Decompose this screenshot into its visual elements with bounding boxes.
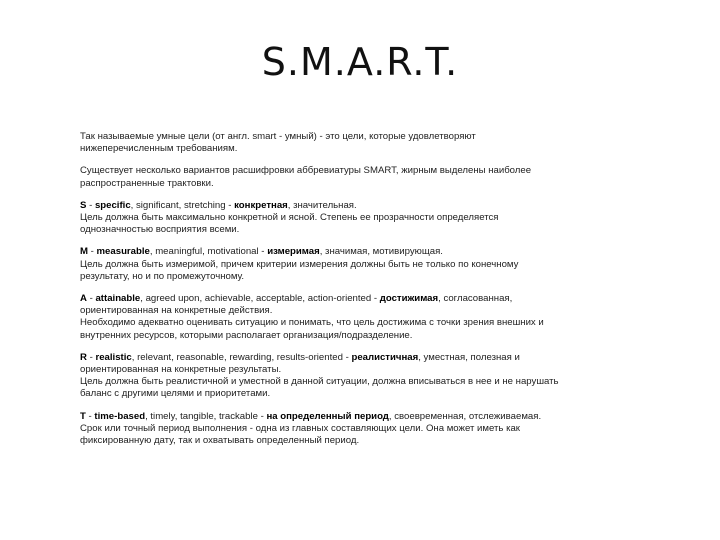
slide-title: S.M.A.R.T.: [261, 40, 459, 84]
m-desc-2: результату, но и по промежуточному.: [80, 270, 245, 282]
a-desc-1: Необходимо адекватно оценивать ситуацию и понимать, что цель достижима с точки зрения внешних и: [80, 317, 544, 329]
r-heading-line-2: ориентированная на конкретные результаты.: [80, 364, 282, 376]
smart-description: [80, 131, 620, 457]
r-desc-2: баланс с другими целями и приоритетами.: [80, 388, 271, 400]
t-desc-2: фиксированную дату, так и охватывать определенный период.: [80, 435, 360, 447]
m-key-ru: измеримая: [267, 246, 320, 258]
r-desc-1: Цель должна быть реалистичной и уместной в данной ситуации, должна вписываться в нее и не нарушать: [80, 376, 559, 388]
t-tail: , своевременная, отслеживаемая.: [388, 410, 542, 422]
t-key-ru: на определенный период: [266, 410, 389, 422]
m-desc-1: Цель должна быть измеримой, причем критерии измерения должны быть не только по конечному: [80, 258, 519, 270]
m-tail: , значимая, мотивирующая.: [319, 246, 443, 258]
a-dash: -: [86, 293, 96, 305]
a-letter: A: [80, 293, 87, 305]
s-desc-1: Цель должна быть максимально конкретной и ясной. Степень ее прозрачности определяется: [80, 212, 499, 224]
a-key-en: attainable: [95, 293, 141, 305]
a-alternatives: , agreed upon, achievable, acceptable, action-oriented -: [140, 293, 380, 305]
r-key-en: realistic: [95, 351, 132, 363]
section-t: [80, 411, 620, 448]
intro-line-2: нижеперечисленным требованиям.: [80, 143, 238, 155]
r-dash: -: [86, 351, 96, 363]
a-heading: [80, 293, 620, 305]
s-letter: S: [80, 199, 87, 211]
s-heading: [80, 200, 620, 212]
s-key-ru: конкретная: [234, 199, 288, 211]
r-tail: , уместная, полезная и: [418, 351, 520, 363]
a-tail: , согласованная,: [438, 293, 513, 305]
a-heading-line-2: ориентированная на конкретные действия.: [80, 305, 273, 317]
section-m: [80, 246, 620, 283]
intro-line-1: Так называемые умные цели (от англ. smart - умный) - это цели, которые удовлетворяют: [80, 131, 476, 142]
r-heading: [80, 352, 620, 364]
intro-paragraph: [80, 131, 620, 155]
s-tail: , значительная.: [287, 199, 357, 211]
t-alternatives: , timely, tangible, trackable -: [145, 410, 267, 422]
s-alternatives: , significant, stretching -: [130, 199, 235, 211]
m-letter: M: [80, 246, 88, 258]
s-desc-2: однозначностью восприятия всеми.: [80, 224, 240, 236]
m-dash: -: [88, 246, 97, 258]
r-alternatives: , relevant, reasonable, rewarding, results-oriented -: [131, 351, 352, 363]
r-key-ru: реалистичная: [351, 351, 419, 363]
s-key-en: specific: [94, 199, 131, 211]
variants-line-2: распространенные трактовки.: [80, 177, 214, 189]
m-key-en: measurable: [96, 246, 150, 258]
a-key-ru: достижимая: [379, 293, 439, 305]
variants-paragraph: [80, 165, 620, 189]
s-dash: -: [86, 199, 95, 211]
t-desc-1: Срок или точный период выполнения - одна из главных составляющих цели. Она может иметь как: [80, 422, 521, 434]
r-letter: R: [80, 351, 87, 363]
t-dash: -: [85, 410, 95, 422]
section-r: [80, 352, 620, 401]
t-key-en: time-based: [94, 410, 146, 422]
t-letter: T: [80, 410, 86, 422]
t-heading: [80, 411, 620, 423]
m-heading: [80, 246, 620, 258]
m-alternatives: , meaningful, motivational -: [149, 246, 268, 258]
variants-line-1: Существует несколько вариантов расшифровки аббревиатуры SMART, жирным выделены наиболее: [80, 165, 532, 177]
section-a: [80, 293, 620, 342]
section-s: [80, 200, 620, 237]
a-desc-2: внутренних ресурсов, которыми располагает организация/подразделение.: [80, 329, 413, 341]
